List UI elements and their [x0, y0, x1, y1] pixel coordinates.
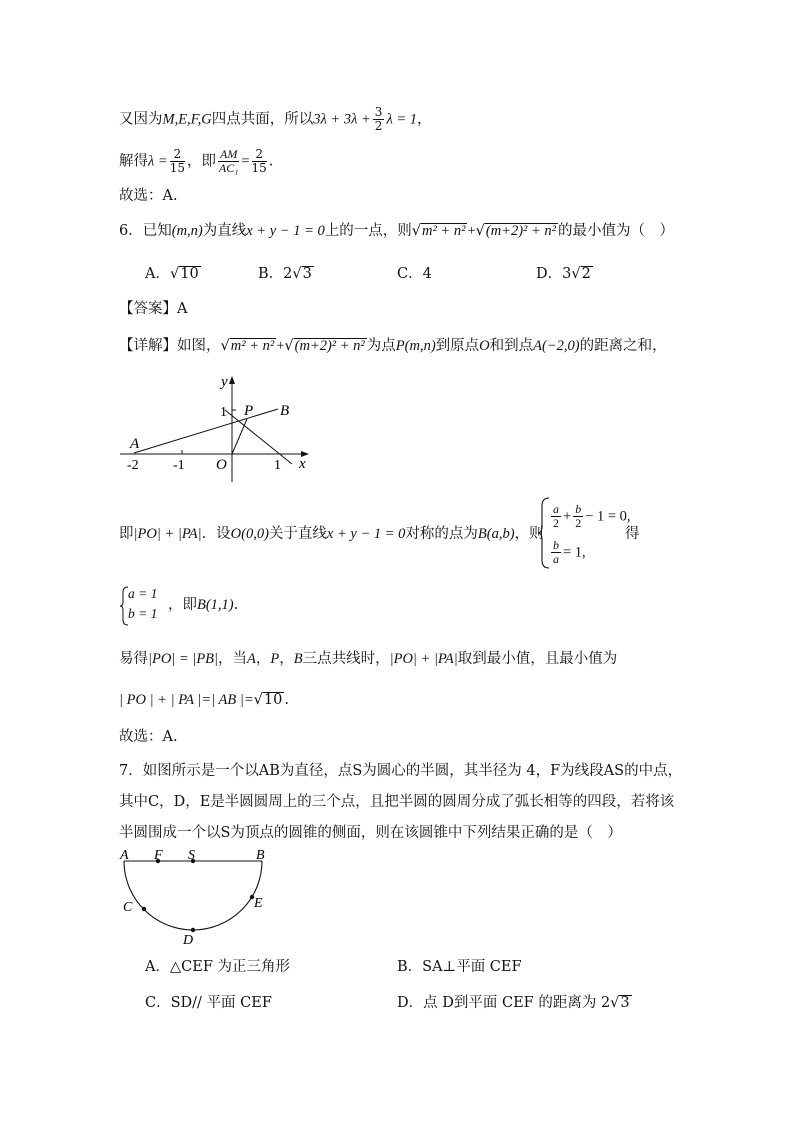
text-line-solve-lambda: [119, 148, 273, 175]
figure-coordinate-diagram: [115, 372, 325, 487]
option-6b[interactable]: B．2√3: [258, 266, 312, 282]
label-b-fig2: B: [256, 848, 265, 863]
option-7c[interactable]: [145, 993, 272, 1013]
text-fragment: 的最小值为（ ）: [558, 223, 675, 239]
label-one-x: 1: [274, 458, 281, 473]
text-fragment: .: [268, 153, 274, 170]
frac-num: a: [553, 502, 559, 516]
option-label: C．: [397, 266, 423, 282]
option-label: A．: [145, 266, 170, 282]
text-fragment: 三点共线时，: [302, 651, 390, 667]
option-7d[interactable]: D．点 D到平面 CEF 的距离为 2√3: [397, 995, 630, 1011]
math-expr: +: [563, 508, 572, 525]
fraction-b-a: [551, 539, 561, 566]
text-fragment: ，: [255, 651, 271, 667]
option-text: SA⊥平面 CEF: [422, 959, 522, 975]
text-fragment: 上的一点，则: [324, 223, 412, 239]
system-eq-2: [549, 539, 586, 566]
figure-semicircle: [115, 847, 275, 947]
math-expr: A: [247, 651, 256, 667]
math-expr: P(m,n): [395, 338, 436, 354]
text-line-select-a: 故选：A.: [119, 188, 178, 204]
frac-num: 2: [252, 148, 267, 162]
label-e-fig2: E: [254, 896, 263, 911]
math-expr: 3λ + 3λ +: [313, 111, 371, 128]
text-fragment: .: [284, 692, 289, 708]
option-text: △CEF 为正三角形: [169, 959, 290, 975]
text-fragment: ，当: [218, 651, 248, 667]
sqrt-expr: m² + n²: [421, 223, 466, 239]
detail-6: 【详解】如图，√m² + n² +√(m+2)² + n² 为点P(m,n)到原点O和到点A(−2,0)的距离之和，: [119, 338, 667, 354]
frac-num: 3: [374, 105, 383, 119]
text-fragment: ，即: [186, 153, 216, 170]
frac-den: AC₁: [218, 161, 239, 175]
label-x: x: [299, 456, 306, 472]
math-expr: − 1 = 0,: [585, 508, 631, 525]
label-d-fig2: D: [183, 933, 194, 947]
frac-den: 15: [169, 161, 185, 175]
math-expr: +: [467, 223, 476, 239]
frac-den: 2: [374, 119, 383, 133]
sqrt-expr: 10: [263, 692, 283, 708]
math-expr: B: [293, 651, 303, 667]
option-radicand: 3: [302, 266, 312, 282]
math-expr: A(−2,0): [533, 338, 580, 354]
question-number: 6．: [119, 223, 143, 239]
frac-num: AM: [219, 147, 238, 161]
system-eq-1: [549, 503, 631, 530]
symmetric-point-line: [119, 524, 544, 544]
math-expr: = 1,: [563, 544, 586, 561]
fraction-a-2: [551, 503, 561, 530]
answer-6: 【答案】A: [119, 301, 188, 317]
option-text: 点 D到平面 CEF 的距离为 2: [423, 995, 611, 1011]
math-expr: |PO| + |PA|: [389, 651, 458, 667]
text-fragment: 和到点: [489, 338, 534, 354]
question-7-line-2: 其中C，D，E是半圆圆周上的三个点，且把半圆的圆周分成了弧长相等的四段，若将该: [119, 794, 675, 810]
math-expr: P: [270, 651, 280, 667]
text-fragment: 又因为: [119, 111, 163, 128]
text-line-select-a-2: 故选：A.: [119, 729, 178, 745]
text-fragment: ．设: [201, 526, 231, 542]
text-fragment: 已知: [142, 223, 172, 239]
option-radicand: 3: [620, 995, 630, 1011]
math-expr: | PO | + | PA |=| AB |=: [119, 692, 254, 708]
math-expr: B(1,1): [197, 597, 234, 613]
label-y: y: [221, 374, 228, 390]
text-fragment: 关于直线: [268, 526, 327, 542]
frac-num: 2: [170, 148, 185, 162]
option-6a[interactable]: A．√10: [145, 266, 199, 282]
solution-a: a = 1: [128, 586, 158, 601]
frac-den: a: [553, 552, 559, 566]
option-value: 3: [562, 266, 572, 282]
math-expr: x + y − 1 = 0: [246, 223, 325, 239]
option-label: D．: [397, 995, 424, 1011]
text-fragment: 解得: [119, 153, 148, 170]
text-fragment: ，则: [514, 526, 544, 542]
label-s-fig2: S: [188, 848, 195, 863]
fraction-3-2: [373, 106, 385, 133]
text-fragment: ，: [417, 111, 432, 128]
label-c-fig2: C: [123, 900, 133, 915]
text-fragment: 为点: [366, 338, 396, 354]
text-fragment: 取到最小值，且最小值为: [457, 651, 618, 667]
frac-den: 2: [553, 516, 559, 530]
option-6c[interactable]: [397, 264, 432, 284]
fraction-2-15: [170, 148, 185, 175]
math-points: M,E,F,G: [162, 111, 212, 128]
min-value-line: | PO | + | PA |=| AB |=√10 .: [119, 692, 289, 708]
fraction-2-15: [252, 148, 267, 175]
math-expr: |PO| = |PB|: [148, 651, 219, 667]
math-expr: |PO| + |PA|: [133, 526, 202, 542]
math-expr: λ = 1: [386, 111, 418, 128]
math-expr: λ =: [148, 153, 168, 170]
label-one-y: 1: [220, 405, 227, 420]
label-f-fig2: F: [154, 848, 163, 863]
text-fragment: 到原点: [435, 338, 480, 354]
frac-num: b: [553, 538, 559, 552]
math-expr: +: [276, 338, 285, 354]
option-7a[interactable]: [145, 957, 290, 977]
text-fragment: ，即: [168, 597, 197, 613]
solution-b: b = 1: [128, 606, 158, 621]
math-expr: =: [241, 153, 250, 170]
label-origin: O: [216, 457, 227, 473]
option-label: C．: [145, 995, 171, 1011]
option-value: 2: [283, 266, 293, 282]
text-line-coplanar: [119, 106, 432, 133]
text-fragment: 易得: [119, 651, 148, 667]
text-fragment: 【详解】如图，: [119, 338, 221, 354]
label-minus-2: -2: [127, 458, 139, 473]
label-p: P: [244, 403, 254, 419]
frac-num: b: [575, 502, 582, 516]
text-fragment: 为直线: [202, 223, 247, 239]
math-expr: (m,n): [171, 223, 203, 239]
option-value: 10: [180, 266, 199, 282]
text-fragment: ，: [279, 651, 294, 667]
option-label: D．: [536, 266, 563, 282]
option-label: B．: [258, 266, 284, 282]
frac-den: 15: [251, 161, 267, 175]
option-6d[interactable]: D．3√2: [536, 266, 591, 282]
option-value: 4: [422, 266, 432, 282]
sqrt-expr: (m+2)² + n²: [294, 338, 365, 354]
math-expr: x + y − 1 = 0: [326, 526, 406, 542]
question-6-stem: 6．已知(m,n)为直线x + y − 1 = 0上的一点，则√m² + n² +√(m+2)² + n² 的最小值为（ ）: [119, 223, 675, 239]
option-label: A．: [145, 959, 170, 975]
frac-den: 2: [575, 516, 582, 530]
fraction-am-ac1: [218, 148, 239, 175]
label-minus-1: -1: [173, 458, 185, 473]
label-a-fig2: A: [120, 848, 129, 863]
label-a: A: [130, 436, 140, 452]
text-fragment: 即: [119, 526, 134, 542]
sqrt-expr: (m+2)² + n²: [485, 223, 557, 239]
option-label: B．: [397, 959, 423, 975]
collinear-line: [119, 649, 617, 669]
math-expr: B(a,b): [477, 526, 515, 542]
question-7-line-1: 7．如图所示是一个以AB为直径，点S为圆心的半圆，其半径为 4，F为线段AS的中点，: [119, 763, 683, 779]
option-7b[interactable]: [397, 957, 522, 977]
text-get: 得: [625, 526, 640, 542]
math-expr: O: [479, 338, 490, 354]
text-fragment: 对称的点为: [405, 526, 478, 542]
fraction-b-2: [573, 503, 583, 530]
option-text: SD// 平面 CEF: [170, 995, 272, 1011]
sqrt-expr: m² + n²: [230, 338, 275, 354]
solution-b-point: [168, 595, 238, 615]
text-fragment: .: [233, 597, 239, 613]
text-fragment: 的距离之和，: [579, 338, 667, 354]
option-radicand: 2: [581, 266, 591, 282]
text-fragment: 四点共面，所以: [211, 111, 314, 128]
question-7-line-3: 半圆围成一个以S为顶点的圆锥的侧面，则在该圆锥中下列结果正确的是（ ）: [119, 825, 622, 841]
math-expr: O(0,0): [230, 526, 269, 542]
label-b: B: [280, 403, 290, 419]
